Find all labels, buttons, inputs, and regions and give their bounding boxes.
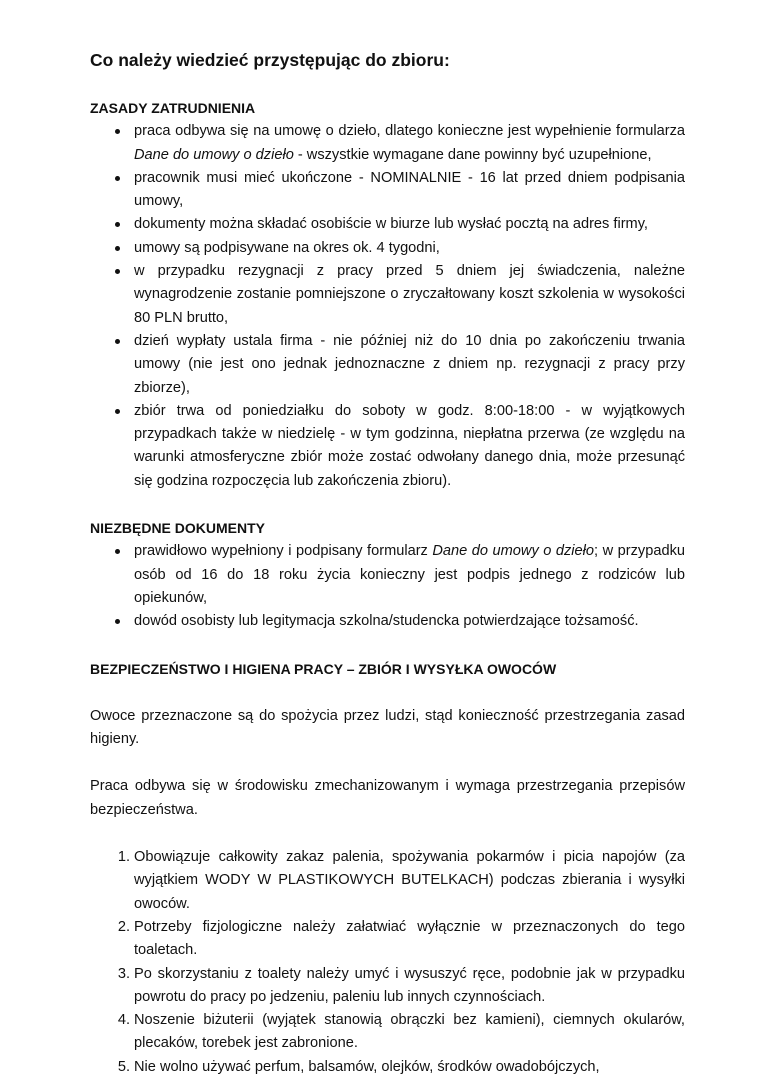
numbered-item [90, 963, 685, 1010]
list-item [90, 540, 685, 610]
dokumenty-list [90, 540, 685, 633]
list-item: pracownik musi mieć ukończone - NOMINALNIE - 16 lat przed dniem podpisania umowy, [90, 167, 685, 214]
form-name: Dane do umowy o dzieło [432, 543, 595, 560]
list-item-text: ; w przypadku osób od 16 do 18 roku życia konieczny jest podpis jednego z rodziców lub opiekunów, [134, 543, 685, 606]
list-item: dzień wypłaty ustala firma - nie później niż do 10 dnia po zakończeniu trwania umowy (nie jest ono jednak jednoznaczne z dniem np. rezygnacji z pracy przy zbiorze), [90, 330, 685, 400]
list-item-text: prawidłowo wypełniony i podpisany formularz [134, 543, 433, 560]
section-heading-bhp: BEZPIECZEŃSTWO I HIGIENA PRACY – ZBIÓR I WYSYŁKA OWOCÓW [90, 660, 557, 677]
item-number: 3. [117, 965, 130, 982]
item-text: Nie wolno używać perfum, balsamów, olejków, środków owadobójczych, [134, 1058, 600, 1075]
item-text: Obowiązuje całkowity zakaz palenia, spożywania pokarmów i picia napojów (za wyjątkiem WODY W PLASTIKOWYCH BUTELKACH) podczas zbierania i wysyłki owoców. [134, 849, 685, 912]
numbered-item [90, 916, 685, 963]
list-item: dokumenty można składać osobiście w biurze lub wysłać pocztą na adres firmy, [90, 213, 685, 236]
item-number: 5. [117, 1058, 130, 1075]
numbered-item [90, 1056, 685, 1079]
item-number: 4. [117, 1012, 130, 1029]
section-heading-dokumenty: NIEZBĘDNE DOKUMENTY [90, 520, 266, 537]
list-item: umowy są podpisywane na okres ok. 4 tygodni, [90, 237, 685, 260]
list-item-text: - wszystkie wymagane dane powinny być uzupełnione, [293, 146, 652, 163]
list-item: zbiór trwa od poniedziałku do soboty w godz. 8:00-18:00 - w wyjątkowych przypadkach także w niedzielę - w tym godzinna, niepłatna przerwa (ze względu na warunki atmosferyczne zbiór może zostać odwołany danego dnia, może przesunąć się godzina rozpoczęcia lub zakończenia zbioru). [90, 400, 685, 493]
item-text: Noszenie biżuterii (wyjątek stanowią obrączki bez kamieni), ciemnych okularów, plecaków, torebek jest zabronione. [134, 1012, 685, 1052]
list-item: w przypadku rezygnacji z pracy przed 5 dniem jej świadczenia, należne wynagrodzenie zostanie pomniejszone o zryczałtowany koszt szkolenia w wysokości 80 PLN brutto, [90, 260, 685, 330]
paragraph-hygiene: Owoce przeznaczone są do spożycia przez ludzi, stąd konieczność przestrzegania zasad higieny. [90, 707, 685, 748]
document-page [90, 48, 685, 1079]
item-number: 1. [117, 849, 130, 866]
page-title: Co należy wiedzieć przystępując do zbioru: [90, 50, 450, 70]
form-name: Dane do umowy o dzieło [134, 146, 294, 163]
numbered-item [90, 846, 685, 916]
list-item: dowód osobisty lub legitymacja szkolna/studencka potwierdzające tożsamość. [90, 610, 685, 633]
list-item-text: praca odbywa się na umowę o dzieło, dlatego konieczne jest wypełnienie formularza [134, 123, 685, 140]
bhp-numbered-list [90, 846, 685, 1079]
list-item [90, 120, 685, 167]
item-text: Potrzeby fizjologiczne należy załatwiać wyłącznie w przeznaczonych do tego toaletach. [134, 918, 685, 959]
zasady-list [90, 120, 685, 493]
item-number: 2. [117, 918, 130, 935]
item-text: Po skorzystaniu z toalety należy umyć i wysuszyć ręce, podobnie jak w przypadku powrotu do pracy po jedzeniu, paleniu lub innych czynnościach. [134, 965, 685, 1005]
paragraph-safety: Praca odbywa się w środowisku zmechanizowanym i wymaga przestrzegania przepisów bezpieczeństwa. [90, 778, 685, 818]
section-heading-zasady: ZASADY ZATRUDNIENIA [90, 100, 256, 116]
numbered-item [90, 1009, 685, 1056]
